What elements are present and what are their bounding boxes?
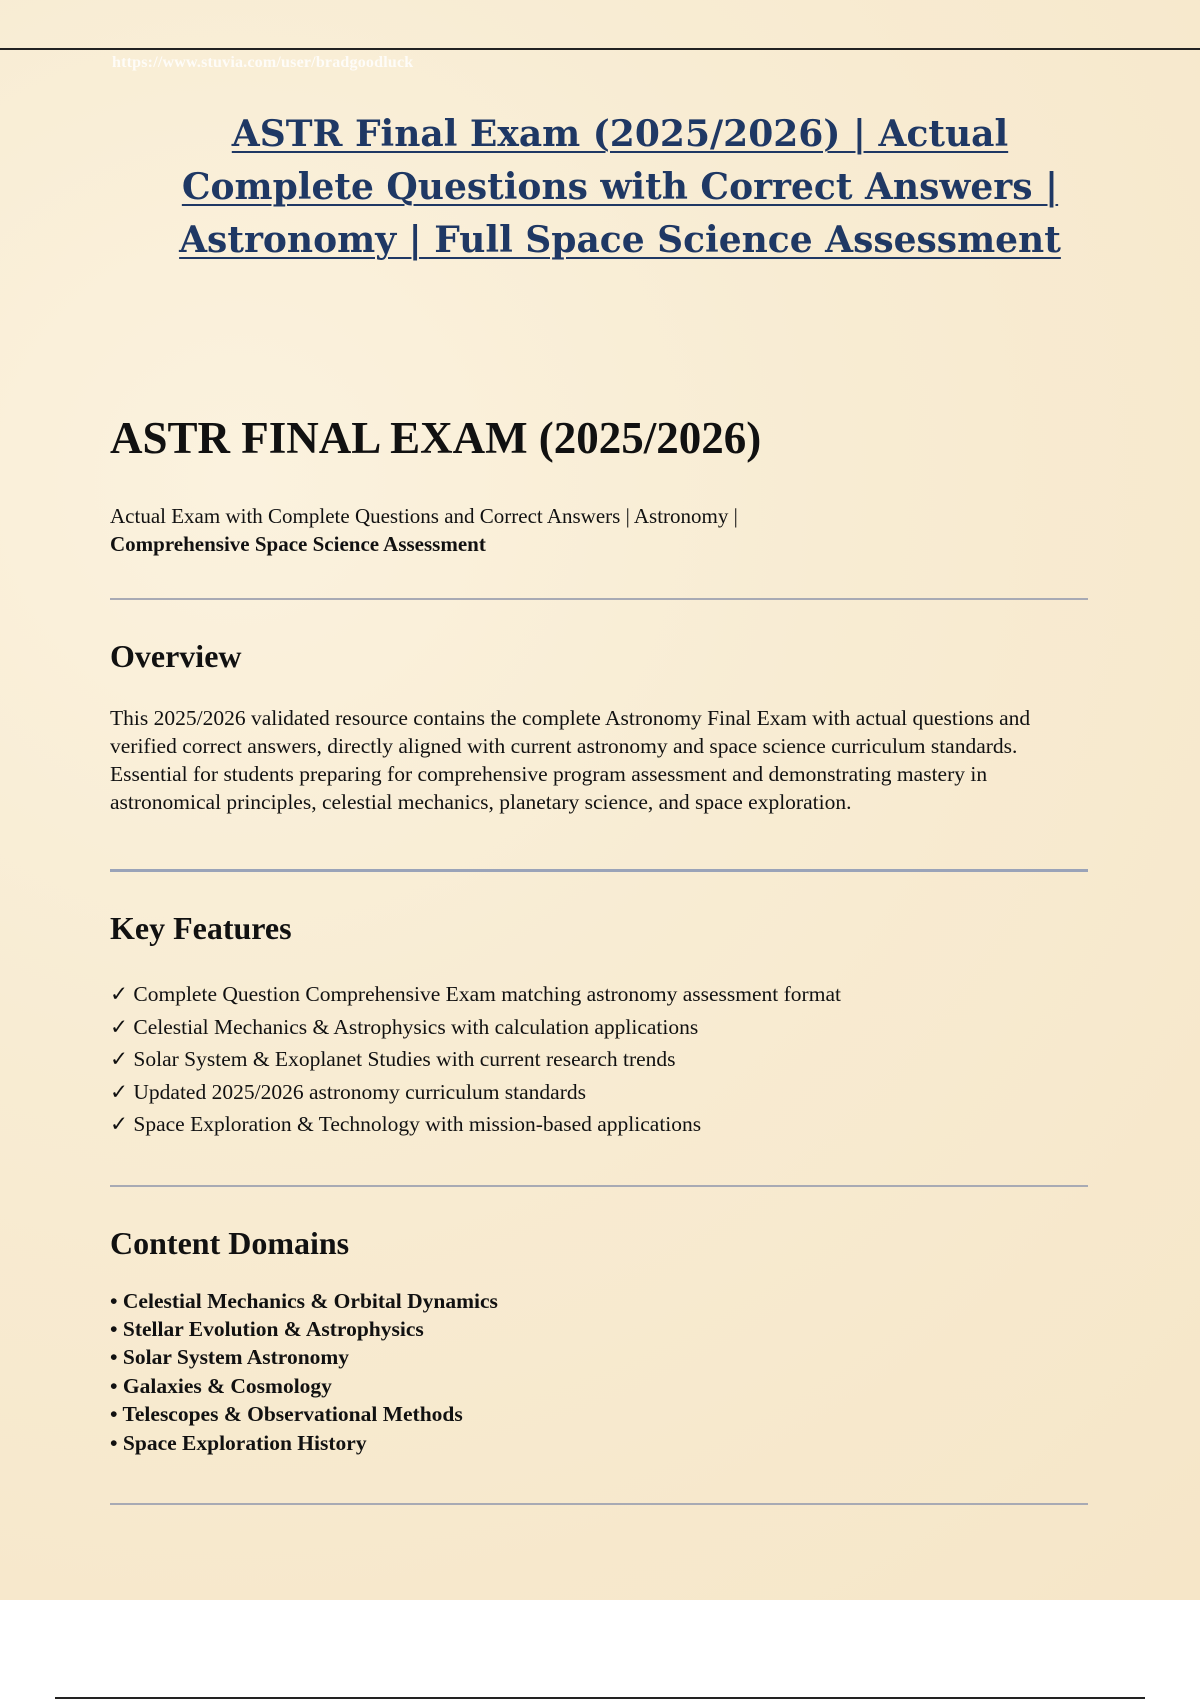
overview-paragraph: This 2025/2026 validated resource contains the complete Astronomy Final Exam with actual questions and verified correct answers, directly aligned with current astronomy and space science curriculum standards. Essential for students preparing for comprehensive program assessment and demonstrating mastery in astronomical principles, celestial mechanics, planetary science, and space exploration.	[110, 706, 1031, 814]
feature-item: ✓ Complete Question Comprehensive Exam matching astronomy assessment format	[110, 982, 841, 1006]
divider	[110, 1185, 1088, 1187]
domain-item: • Space Exploration History	[110, 1430, 367, 1455]
feature-item: ✓ Updated 2025/2026 astronomy curriculum standards	[110, 1079, 586, 1104]
content-domains-list	[110, 1287, 1088, 1457]
domain-item: • Telescopes & Observational Methods	[110, 1402, 463, 1427]
domain-item: • Celestial Mechanics & Orbital Dynamics	[110, 1288, 498, 1313]
domain-item: • Stellar Evolution & Astrophysics	[110, 1316, 424, 1341]
subtitle-line-1: Actual Exam with Complete Questions and Correct Answers | Astronomy |	[110, 504, 738, 528]
overview-heading: Overview	[110, 638, 242, 674]
key-features-heading: Key Features	[110, 910, 292, 946]
feature-item: ✓ Solar System & Exoplanet Studies with current research trends	[110, 1047, 676, 1071]
feature-item: ✓ Space Exploration & Technology with mission-based applications	[110, 1112, 702, 1136]
divider	[110, 598, 1088, 600]
divider	[110, 1503, 1088, 1505]
footer-rule	[55, 1697, 1145, 1699]
document-body	[110, 408, 1088, 1505]
watermark-url: https://www.stuvia.com/user/bradgoodluck	[112, 54, 414, 71]
main-heading: ASTR FINAL EXAM (2025/2026)	[110, 413, 762, 463]
key-features-list	[110, 978, 1088, 1141]
subtitle	[110, 502, 1088, 558]
divider	[110, 869, 1088, 872]
feature-item: ✓ Celestial Mechanics & Astrophysics with calculation applications	[110, 1014, 699, 1039]
domain-item: • Solar System Astronomy	[110, 1345, 350, 1370]
document-title-link[interactable]: ASTR Final Exam (2025/2026) | Actual Complete Questions with Correct Answers | Astronomy | Full Space Science Assessment	[179, 113, 1061, 261]
content-domains-heading: Content Domains	[110, 1224, 350, 1261]
header-rule	[0, 48, 1200, 50]
subtitle-line-2: Comprehensive Space Science Assessment	[110, 532, 486, 556]
domain-item: • Galaxies & Cosmology	[110, 1373, 332, 1398]
